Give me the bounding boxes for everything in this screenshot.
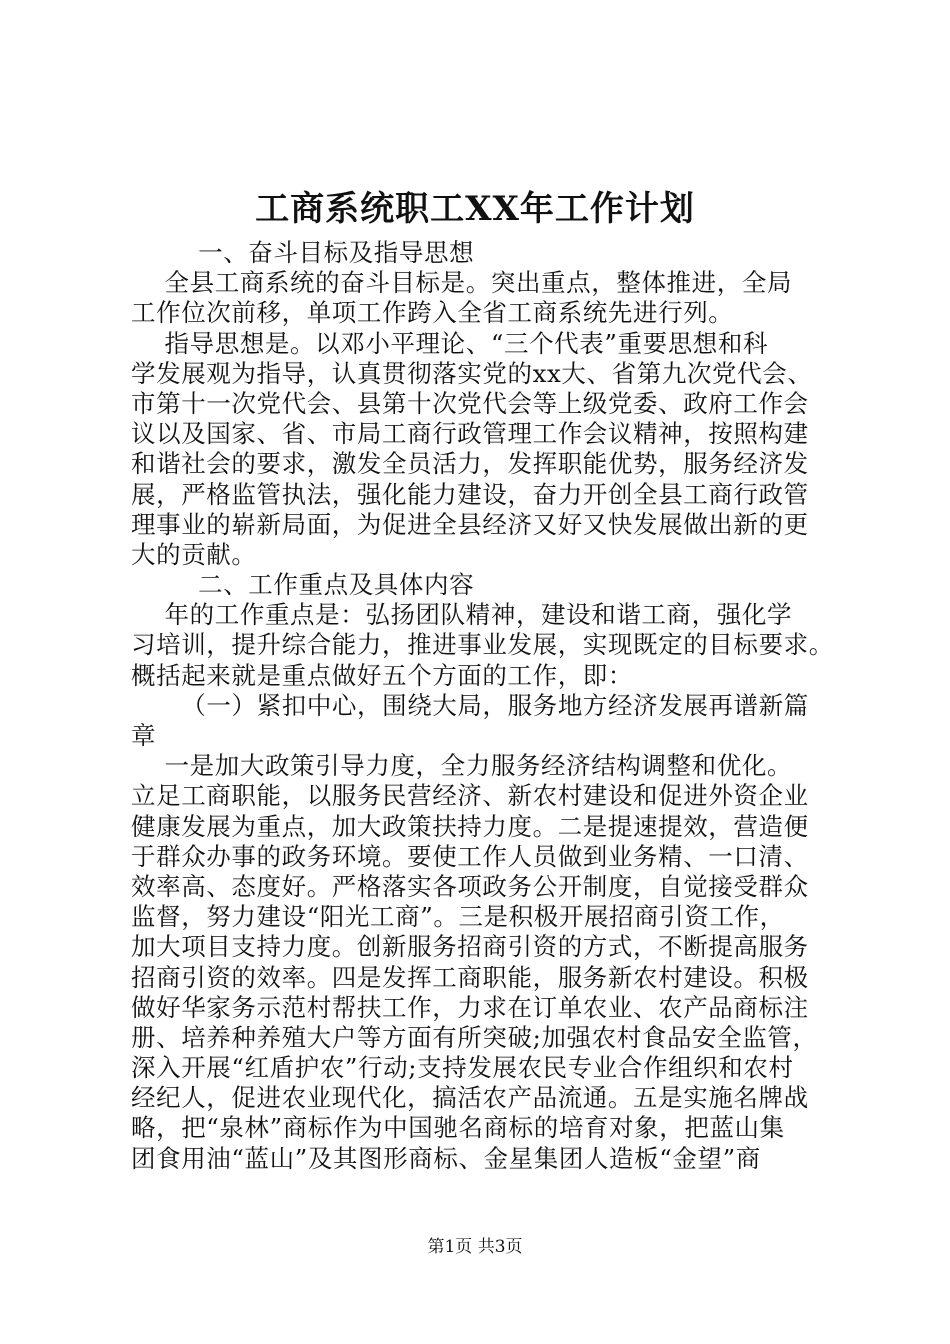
text-line: 团食用油“蓝山”及其图形商标、金星集团人造板“金望”商 (131, 1143, 761, 1173)
text-line: 习培训，提升综合能力，推进事业发展，实现既定的目标要求。 (131, 630, 834, 660)
text-line: （一）紧扣中心，围绕大局，服务地方经济发展再谱新篇 (131, 690, 809, 720)
text-line: 监督，努力建设“阳光工商”。三是积极开展招商引资工作， (131, 902, 785, 932)
text-line: 指导思想是。以邓小平理论、“三个代表”重要思想和科 (131, 328, 769, 358)
text-line: 做好华家务示范村帮扶工作，力求在订单农业、农产品商标注 (131, 992, 809, 1022)
document-title: 工商系统职工XX年工作计划 (255, 189, 695, 229)
text-line: 经纪人，促进农业现代化，搞活农产品流通。五是实施名牌战 (131, 1083, 809, 1113)
text-line: 略，把“泉林”商标作为中国驰名商标的培育对象，把蓝山集 (131, 1113, 785, 1143)
text-line: 全县工商系统的奋斗目标是。突出重点，整体推进，全局 (131, 268, 793, 298)
text-line: 立足工商职能，以服务民营经济、新农村建设和促进外资企业 (131, 781, 809, 811)
text-line: 概括起来就是重点做好五个方面的工作，即： (131, 660, 633, 690)
text-line: 章 (131, 721, 157, 750)
page-number: 第1页 共3页 (427, 1237, 523, 1257)
text-line: 加大项目支持力度。创新服务招商引资的方式，不断提高服务 (131, 932, 809, 962)
text-line: 年的工作重点是：弘扬团队精神，建设和谐工商，强化学 (131, 600, 793, 630)
text-line: 于群众办事的政务环境。要使工作人员做到业务精、一口清、 (131, 841, 809, 871)
document-body (131, 238, 834, 1174)
text-line: 市第十一次党代会、县第十次党代会等上级党委、政府工作会 (131, 388, 809, 418)
text-line: 工作位次前移，单项工作跨入全省工商系统先进行列。 (131, 298, 734, 328)
text-line: 和谐社会的要求，激发全员活力，发挥职能优势，服务经济发 (131, 449, 809, 479)
text-line: 大的贡献。 (131, 539, 257, 569)
text-line: 理事业的崭新局面，为促进全县经济又好又快发展做出新的更 (131, 509, 809, 539)
text-line: 健康发展为重点，加大政策扶持力度。二是提速提效，营造便 (131, 811, 809, 841)
text-line: 议以及国家、省、市局工商行政管理工作会议精神，按照构建 (131, 419, 809, 449)
text-line: 二、工作重点及具体内容 (131, 570, 475, 600)
text-line: 一、奋斗目标及指导思想 (131, 238, 475, 267)
text-line: 招商引资的效率。四是发挥工商职能，服务新农村建设。积极 (131, 962, 809, 992)
text-line: 展，严格监管执法，强化能力建设，奋力开创全县工商行政管 (131, 479, 809, 509)
text-line: 效率高、态度好。严格落实各项政务公开制度，自觉接受群众 (131, 871, 809, 901)
text-line: 一是加大政策引导力度，全力服务经济结构调整和优化。 (131, 751, 793, 781)
text-line: 深入开展“红盾护农”行动;支持发展农民专业合作组织和农村 (131, 1053, 794, 1083)
text-line: 册、培养种养殖大户等方面有所突破;加强农村食品安全监管， (131, 1022, 818, 1052)
text-line: 学发展观为指导，认真贯彻落实党的xx大、省第九次党代会、 (131, 358, 813, 388)
